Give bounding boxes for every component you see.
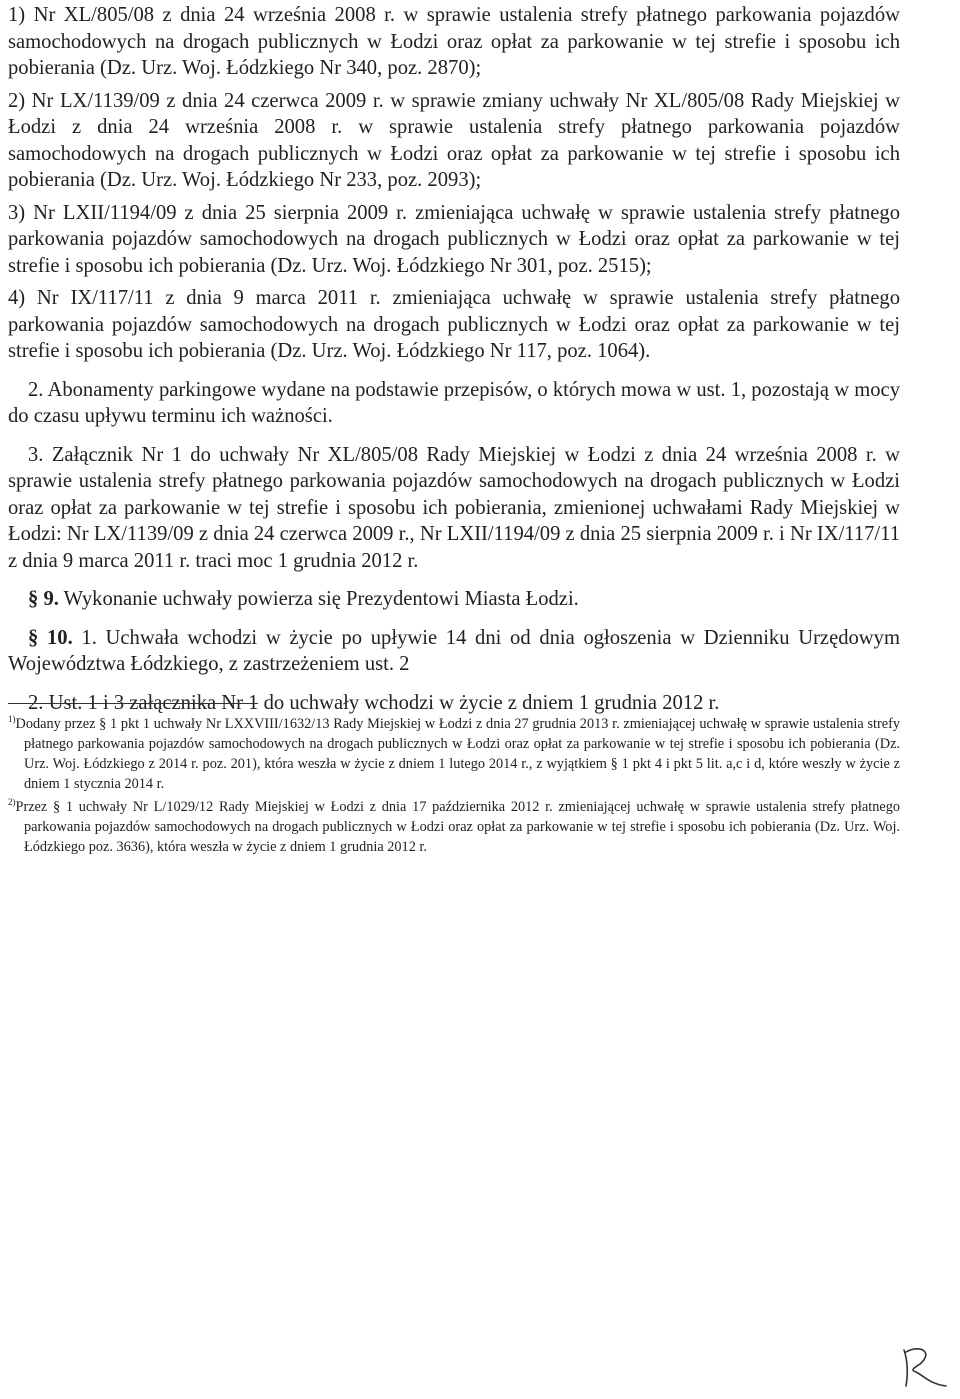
paragraph-point-3: 3. Załącznik Nr 1 do uchwały Nr XL/805/08 Rady Miejskiej w Łodzi z dnia 24 września 2008 r. w sprawie ustalenia strefy płatnego parkowania pojazdów samochodowych na drogach publicznych w Łodzi oraz opłat za parkowanie w tej strefie i sposobu ich pobierania, zmienionej uchwałami Rady Miejskiej w Łodzi: Nr LX/1139/09 z dnia 24 czerwca 2009 r., Nr LXII/1194/09 z dnia 25 sierpnia 2009 r. i Nr IX/117/11 z dnia 9 marca 2011 r. traci moc 1 grudnia 2012 r.: [8, 443, 900, 572]
section-marker: § 9.: [28, 588, 59, 610]
section-10: [8, 625, 900, 678]
footnote-text: Dodany przez § 1 pkt 1 uchwały Nr LXXVIII/1632/13 Rady Miejskiej w Łodzi z dnia 27 grudnia 2013 r. zmieniającej uchwałę w sprawie ustalenia strefy płatnego parkowania pojazdów samochodowych na drogach publicznych w Łodzi oraz opłat za parkowanie w tej strefie i sposobu ich pobierania (Dz. Urz. Woj. Łódzkiego z 2014 r. poz. 201), która weszła w życie z dniem 1 lutego 2014 r., z wyjątkiem § 1 pkt 4 i pkt 5 lit. a,c i d, które weszły w życie z dniem 1 stycznia 2014 r.: [15, 716, 900, 792]
list-item: 2) Nr LX/1139/09 z dnia 24 czerwca 2009 r. w sprawie zmiany uchwały Nr XL/805/08 Rady Miejskiej w Łodzi z dnia 24 września 2008 r. w sprawie ustalenia strefy płatnego parkowania pojazdów samochodowych na drogach publicznych w Łodzi oraz opłat za parkowanie w tej strefie i sposobu ich pobierania (Dz. Urz. Woj. Łódzkiego Nr 233, poz. 2093);: [8, 89, 900, 191]
document-body: [8, 2, 900, 716]
paragraph-point-2: 2. Abonamenty parkingowe wydane na podstawie przepisów, o których mowa w ust. 1, pozostają w mocy do czasu upływu terminu ich ważności.: [8, 378, 900, 427]
section-10-point-2: 2. Ust. 1 i 3 załącznika Nr 1 do uchwały wchodzi w życie z dniem 1 grudnia 2012 r.: [28, 691, 720, 714]
footnote: [8, 797, 900, 857]
footnote: [8, 714, 900, 794]
footnote-separator: [8, 703, 258, 704]
list-item: 3) Nr LXII/1194/09 z dnia 25 sierpnia 2009 r. zmieniająca uchwałę w sprawie ustalenia strefy płatnego parkowania pojazdów samochodowych na drogach publicznych w Łodzi oraz opłat za parkowanie w tej strefie i sposobu ich pobierania (Dz. Urz. Woj. Łódzkiego Nr 301, poz. 2515);: [8, 201, 900, 277]
footnotes: [8, 703, 900, 860]
footnote-mark: 1): [8, 714, 16, 725]
handwritten-signature: [894, 1342, 954, 1392]
section-9: [8, 586, 900, 613]
footnote-text: Przez § 1 uchwały Nr L/1029/12 Rady Miejskiej w Łodzi z dnia 17 października 2012 r. zmieniającej uchwałę w sprawie ustalenia strefy płatnego parkowania pojazdów samochodowych na drogach publicznych w Łodzi oraz opłat za parkowanie w tej strefie i sposobu ich pobierania (Dz. Urz. Woj. Łódzkiego poz. 3636), która weszła w życie z dniem 1 grudnia 2012 r.: [15, 799, 900, 855]
section-text: 1. Uchwała wchodzi w życie po upływie 14 dni od dnia ogłoszenia w Dzienniku Urzędowym Województwa Łódzkiego, z zastrzeżeniem ust. 2: [8, 626, 900, 675]
footnote-mark: 2): [8, 797, 16, 808]
section-marker: § 10.: [28, 626, 73, 649]
list-item: 1) Nr XL/805/08 z dnia 24 września 2008 r. w sprawie ustalenia strefy płatnego parkowania pojazdów samochodowych na drogach publicznych w Łodzi oraz opłat za parkowanie w tej strefie i sposobu ich pobierania (Dz. Urz. Woj. Łódzkiego Nr 340, poz. 2870);: [8, 4, 900, 79]
section-text: Wykonanie uchwały powierza się Prezydentowi Miasta Łodzi.: [58, 588, 579, 610]
list-item: 4) Nr IX/117/11 z dnia 9 marca 2011 r. zmieniająca uchwałę w sprawie ustalenia strefy płatnego parkowania pojazdów samochodowych na drogach publicznych w Łodzi oraz opłat za parkowanie w tej strefie i sposobu ich pobierania (Dz. Urz. Woj. Łódzkiego Nr 117, poz. 1064).: [8, 287, 900, 362]
